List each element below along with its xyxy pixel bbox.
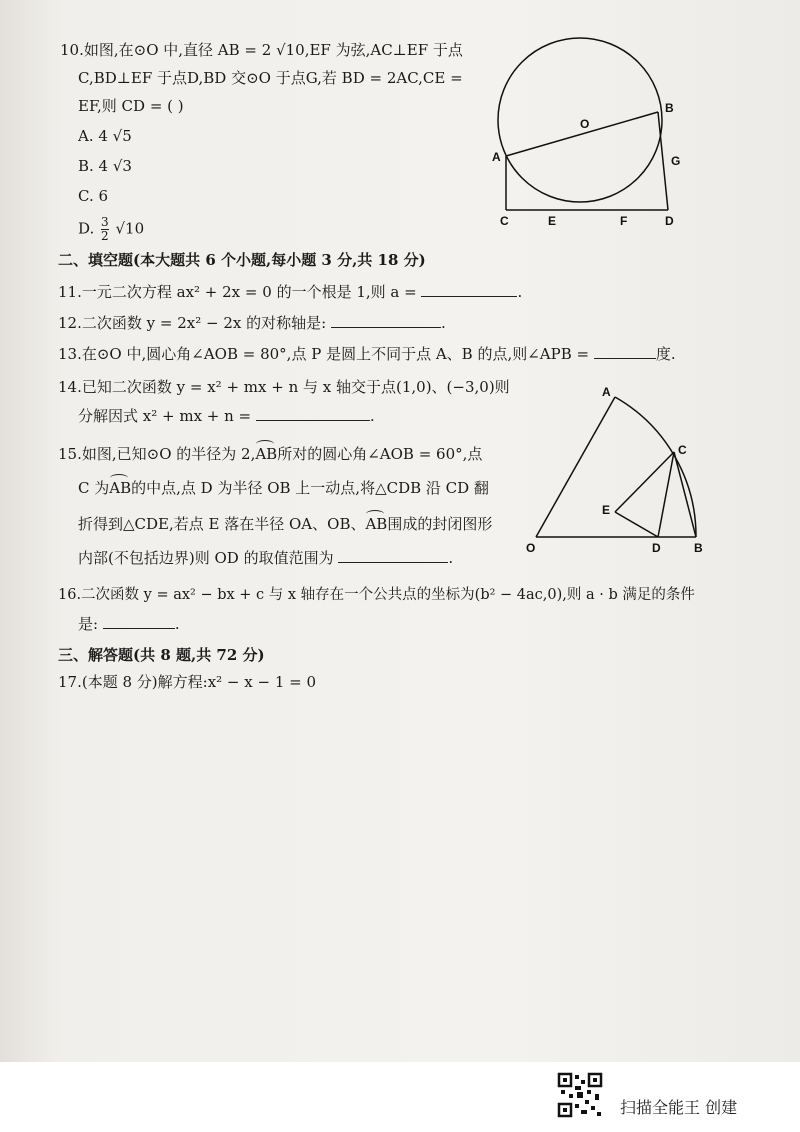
q13-end: 度. (655, 345, 676, 363)
q15-line1-a: 15.如图,已知⊙O 的半径为 2, (58, 445, 256, 463)
q11-text: 11.一元二次方程 ax² + 2x = 0 的一个根是 1,则 a = (58, 283, 417, 301)
q10-option-d-fraction (101, 216, 109, 243)
q15-line1-b: 所对的圆心角∠AOB = 60°,点 (277, 445, 483, 463)
q10-label-e: E (548, 214, 557, 228)
q15-label-b: B (694, 541, 703, 555)
q15-line1 (58, 444, 482, 464)
q12-blank (331, 313, 441, 328)
q11-blank (421, 282, 517, 297)
q15-label-a: A (602, 385, 611, 399)
q15-arc-mark-3 (366, 510, 384, 518)
q15-arc-ab-1-label: AB (255, 445, 278, 463)
q15-segment-cb (674, 452, 696, 537)
q13 (58, 344, 676, 364)
q15-arc-ab-3-label: AB (365, 515, 388, 533)
q10-option-d-numerator: 3 (101, 215, 109, 229)
q15-arc-mark-1 (256, 440, 274, 448)
q15-line3 (78, 514, 492, 534)
q11-end: . (517, 283, 523, 301)
q12-text: 12.二次函数 y = 2x² − 2x 的对称轴是: (58, 314, 327, 332)
q16-end: . (174, 615, 180, 633)
section-3-title: 三、解答题(共 8 题,共 72 分) (58, 646, 265, 664)
q16-line1: 16.二次函数 y = ax² − bx + c 与 x 轴存在一个公共点的坐标为(b² − 4ac,0),则 a · b 满足的条件 (58, 587, 695, 603)
q13-blank (594, 344, 656, 359)
q10-option-d-prefix: D. (78, 219, 95, 238)
q10-segment-bd (658, 112, 668, 210)
q15-line3-b: 围成的封闭图形 (387, 515, 493, 533)
q14-end: . (369, 407, 375, 425)
q15-arc-ab-2 (109, 479, 131, 497)
q15-arc-ab-2-label: AB (109, 479, 132, 497)
q15-segment-cd (658, 452, 674, 537)
q16-blank (103, 614, 175, 629)
q10-label-o: O (580, 117, 590, 131)
q15-arc-ab (615, 397, 696, 537)
q10-label-d: D (665, 214, 674, 228)
q15-line2-b: 的中点,点 D 为半径 OB 上一动点,将△CDB 沿 CD 翻 (131, 479, 489, 497)
q13-text: 13.在⊙O 中,圆心角∠AOB = 80°,点 P 是圆上不同于点 A、B 的点,则∠APB = (58, 345, 590, 363)
q10-option-b: B. 4 √3 (78, 157, 132, 175)
q10-option-d-denominator: 2 (101, 229, 109, 243)
footer-credit: 扫描全能王 创建 (620, 1098, 738, 1117)
q10-figure (488, 20, 693, 230)
q10-label-a: A (492, 150, 501, 164)
q10-option-d (78, 216, 144, 252)
q15-line2-a: C 为 (78, 479, 110, 497)
q15-line3-a: 折得到△CDE,若点 E 落在半径 OA、OB、 (78, 515, 366, 533)
q15-arc-ab-1 (255, 445, 277, 463)
q15-label-o: O (526, 541, 536, 555)
q10-option-a: A. 4 √5 (78, 127, 132, 145)
q15-end: . (448, 549, 454, 567)
q10-option-d-suffix: √10 (115, 219, 145, 238)
q15-arc-ab-3 (365, 515, 387, 533)
q14-blank (256, 406, 370, 421)
q15-text: 内部(不包括边界)则 OD 的取值范围为 (78, 549, 334, 567)
q11 (58, 282, 522, 302)
section-2-title: 二、填空题(本大题共 6 个小题,每小题 3 分,共 18 分) (58, 251, 426, 269)
q14-text: 分解因式 x² + mx + n = (78, 407, 252, 425)
qr-code-icon (557, 1072, 603, 1118)
q15-label-e: E (602, 503, 611, 517)
qr-code-svg (557, 1072, 603, 1118)
q15-figure (518, 382, 714, 558)
q10-label-g: G (671, 154, 681, 168)
q10-line2: C,BD⊥EF 于点D,BD 交⊙O 于点G,若 BD = 2AC,CE = (78, 69, 463, 87)
q10-option-c: C. 6 (78, 187, 109, 205)
q10-figure-svg (488, 20, 693, 230)
q12-end: . (440, 314, 446, 332)
q12 (58, 313, 446, 333)
q16-line2 (78, 614, 180, 634)
q15-segment-ed (615, 512, 658, 537)
q10-label-f: F (620, 214, 628, 228)
q17: 17.(本题 8 分)解方程:x² − x − 1 = 0 (58, 673, 317, 691)
q15-figure-svg (518, 382, 714, 558)
q10-label-c: C (500, 214, 509, 228)
q15-arc-mark-2 (110, 474, 128, 482)
q15-label-c: C (678, 443, 687, 457)
q10-line1: 10.如图,在⊙O 中,直径 AB = 2 √10,EF 为弦,AC⊥EF 于点 (60, 41, 463, 59)
q15-label-d: D (652, 541, 661, 555)
q10-line3: EF,则 CD = ( ) (78, 97, 184, 115)
q14-line1: 14.已知二次函数 y = x² + mx + n 与 x 轴交于点(1,0)、(−3,0)则 (58, 378, 510, 396)
q14-line2 (78, 406, 375, 426)
q15-line4 (78, 548, 453, 568)
q16-text: 是: (78, 615, 99, 633)
q15-blank (338, 548, 448, 563)
q10-label-b: B (665, 101, 674, 115)
q15-line2 (78, 478, 489, 498)
